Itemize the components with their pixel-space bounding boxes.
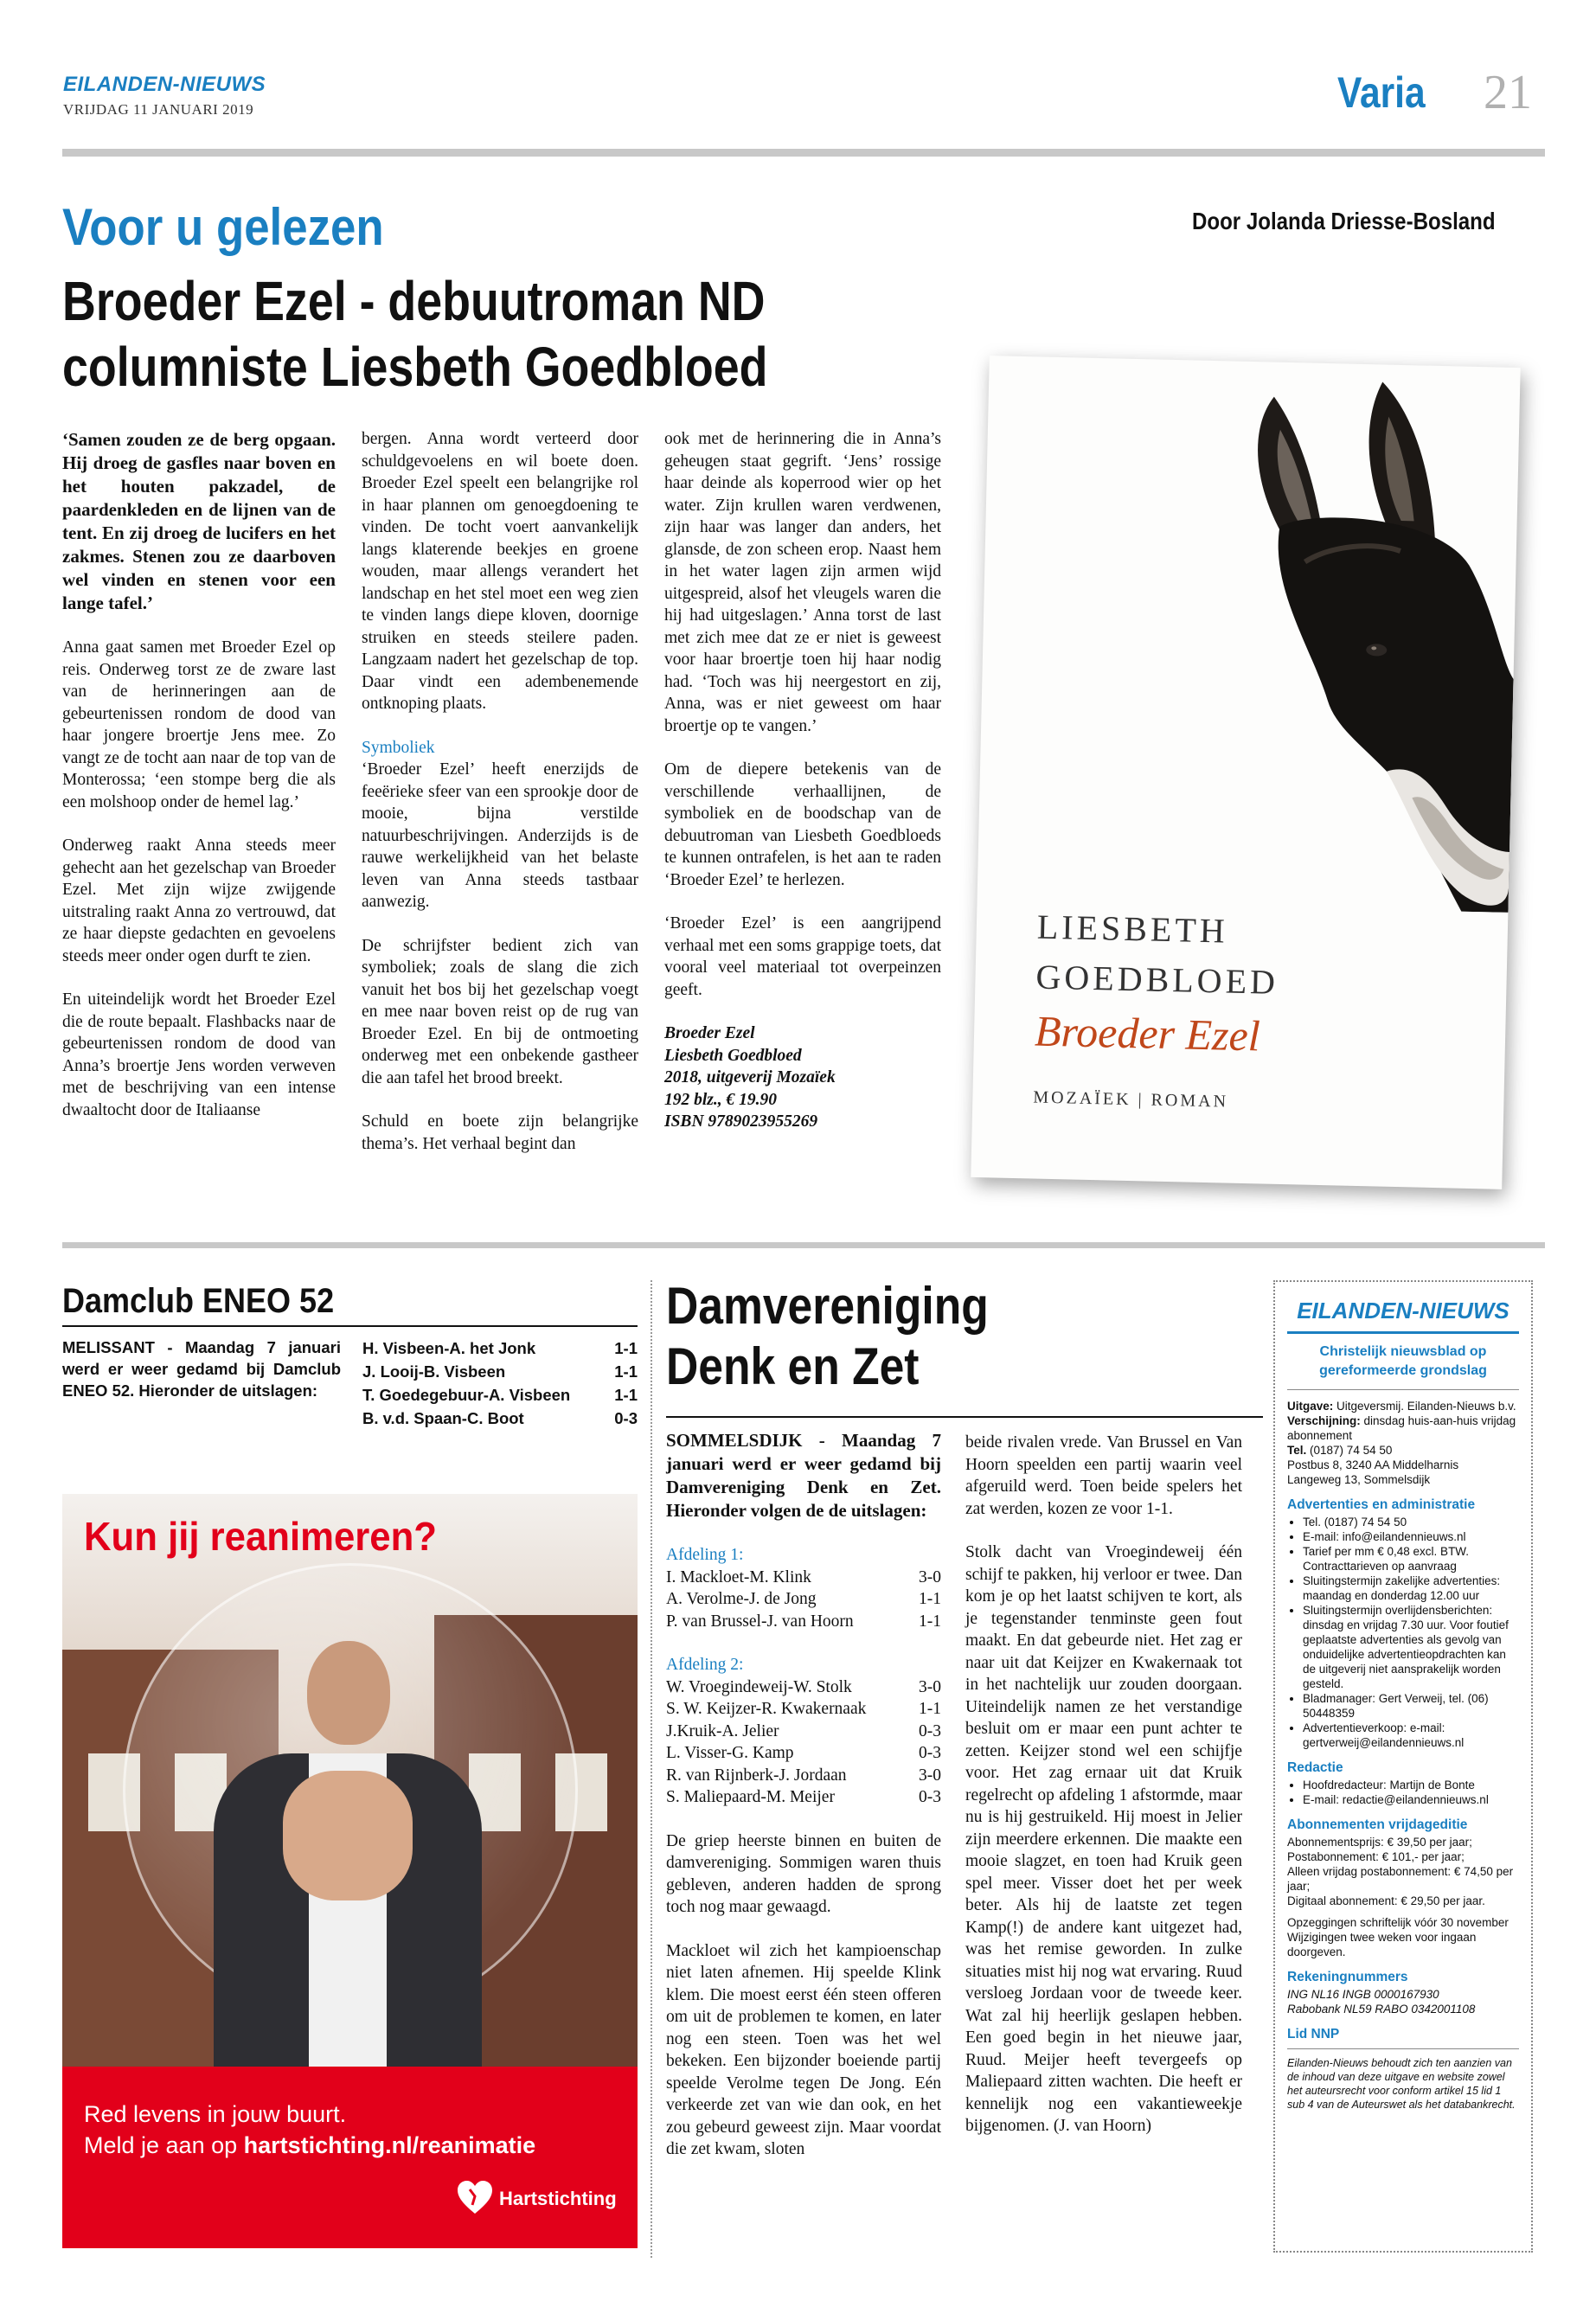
article-paragraph: ‘Broeder Ezel’ is een aangrijpend verhaal met een soms grappige toets, dat vooral veel materiaal tot overpeinzen geeft. [664,914,941,999]
rek-line: ING NL16 INGB 0000167930 [1287,1988,1439,2001]
donkey-illustration [977,356,1521,913]
result-row [666,1676,941,1699]
result-score: 1-1 [614,1386,638,1404]
abonnementen-heading: Abonnementen vrijdageditie [1287,1817,1468,1832]
result-row [362,1336,638,1360]
cover-author-line-2: GOEDBLOED [1035,957,1279,1002]
book-cover [971,356,1520,1189]
book-isbn: ISBN 9789023955269 [664,1112,818,1131]
article-headline [62,268,767,400]
damclub-intro: MELISSANT - Maandag 7 januari werd er weer gedamd bij Damclub ENEO 52. Hieronder de uitslagen: [62,1338,341,1400]
result-match: L. Visser-G. Kamp [666,1744,794,1762]
list-item: • E-mail: info@eilandennieuws.nl [1303,1529,1519,1544]
redactie-heading: Redactie [1287,1760,1343,1775]
uitgave-label: Uitgave: [1287,1400,1334,1413]
result-match: R. van Rijnberk-J. Jordaan [666,1766,847,1785]
colophon-box [1273,1280,1533,2253]
result-score: 3-0 [919,1567,941,1586]
ad-banner [62,1494,638,2248]
result-row [666,1698,941,1721]
colophon-divider [1287,2048,1519,2049]
ad-line-1: Red levens in jouw buurt. [84,2101,347,2127]
article-paragraph: ‘Broeder Ezel’ heeft enerzijds de feeërieke sfeer van een sprookje door de mooie, bijna verstilde natuurbeschrijvingen. Anderzijds is de rauwe werkelijkheid van het belaste leven van Anna steeds tastbaar aanwezig. [362,760,638,911]
afdeling-1-table [666,1567,941,1633]
ad-person-hands [283,1771,413,1900]
denkenzet-title-line-1: Damvereniging [666,1277,989,1335]
result-match: A. Verolme-J. de Jong [666,1590,817,1608]
result-row [362,1383,638,1407]
article-column-3 [664,428,941,1133]
result-score: 0-3 [614,1409,638,1427]
book-author: Liesbeth Goedbloed [664,1046,802,1065]
masthead-date: VRIJDAG 11 JANUARI 2019 [63,101,254,118]
cover-author-line-1: LIESBETH [1036,907,1229,951]
article-paragraph: Mackloet wil zich het kampioenschap niet laten afnemen. Hij speelde Klink klem. Die moest eerst één steen offeren om uit de problemen te komen, en later nog een steen. Toen was het wel bekeken. Een bijzonder boeiende partij speelde Verolme tegen De Jong. Eén verkeerde zet van wie dan ook, en het zou gebeurd geweest zijn. Maar voordat die zet kwam, sloten [666,1941,941,2158]
colophon-divider [1287,1389,1519,1390]
colophon-tagline [1287,1343,1519,1381]
denkenzet-title-line-2: Denk en Zet [666,1337,920,1395]
ad-person-head [307,1641,390,1745]
damclub-rule [62,1325,638,1327]
damclub-title: Damclub ENEO 52 [62,1282,335,1320]
article-kicker: Voor u gelezen [62,198,384,256]
book-info [664,1022,941,1133]
result-row [666,1742,941,1765]
result-match: H. Visbeen-A. het Jonk [362,1339,536,1357]
list-item: • Tarief per mm € 0,48 excl. BTW. Contracttarieven op aanvraag [1303,1544,1519,1574]
advertenties-heading: Advertenties en administratie [1287,1497,1476,1512]
section-title: Varia [1337,68,1426,117]
disclaimer: Eilanden-Nieuws behoudt zich ten aanzien van de inhoud van deze uitgave en website zowel het auteursrecht voor conform artikel 15 lid 1 sub 4 van de Auteurswet als het databankrecht. [1287,2057,1516,2111]
verschijning-label: Verschijning: [1287,1414,1361,1427]
afdeling-2-table [666,1676,941,1809]
article-paragraph: Stolk dacht van Vroegindeweij één schijf te pakken, hij verloor er twee. Dan kom je op het laatst schijven te kort, als je tegenstander tenminste geen fout maakt. En dat gebeurde niet. Het zag er naar uit dat Keijzer en Kwakernaak tot in het nachtelijk uur zouden doorgaan. Uiteindelijk namen ze het verstandige besluit om er maar een punt achter te zetten. Keijzer stond wel een schijfje voor. Het zag ernaar uit dat Kruik regelrecht op afdeling 1 afstormde, maar nu is hij gestruikeld. Hij moest in Jelier zijn meerdere erkennen. Die maakte een mooie slagzet, en toen had Kruik geen spel meer. Visser doet het per week beter. Als hij de laatste zet tegen Kamp(!) de andere kant uitgezet had, was het remise geworden. In zulke situaties mist hij nog wat ervaring. Ruud versloeg Jordaan voor de tweede keer. Wat zal hij heerlijk geslapen hebben. Een goed begin in het nieuwe jaar, Ruud. Meijer heeft tevergeefs op Maliepaard zitten wachten. Die heeft er kennelijk nog een vakantieweekje bijgenomen. (J. van Hoorn) [965,1543,1242,2135]
article-paragraph: En uiteindelijk wordt het Broeder Ezel die de route bepaalt. Flashbacks naar de gebeurtenissen rondom de dood van Anna’s broertje Jens worden verweven met de beschrijving van een intense dwaaltocht door de Italiaanse [62,990,336,1119]
abon-line: Alleen vrijdag postabonnement: € 74,50 per jaar; [1287,1865,1514,1893]
ad-headline: Kun jij reanimeren? [84,1514,437,1559]
headline-line-2: columniste Liesbeth Goedbloed [62,336,768,398]
ad-line-2-prefix: Meld je aan op [84,2132,244,2158]
tel-value: (0187) 74 54 50 [1310,1444,1393,1457]
article-subhead: Symboliek [362,738,435,757]
article-column-1 [62,428,336,1121]
abon-line: Digitaal abonnement: € 29,50 per jaar. [1287,1894,1485,1907]
result-match: S. W. Keijzer-R. Kwakernaak [666,1700,867,1718]
section-rule [62,1242,1545,1248]
article-paragraph: beide rivalen vrede. Van Brussel en Van Hoorn speelden een partij waarin veel afgeruild werd. Toen beide spelers het zat werden, kozen ze voor 1-1. [965,1433,1242,1518]
result-row [666,1721,941,1743]
ad-link[interactable]: hartstichting.nl/reanimatie [243,2132,536,2158]
list-item: • Hoofdredacteur: Martijn de Bonte [1303,1778,1519,1792]
afdeling-1-label: Afdeling 1: [666,1546,744,1564]
article-byline: Door Jolanda Driesse-Bosland [1192,208,1496,234]
book-price: 192 blz., € 19.90 [664,1090,778,1109]
opzeggen: Opzeggingen schriftelijk vóór 30 november Wijzigingen twee weken voor ingaan doorgeven. [1287,1916,1509,1958]
afdeling-2-label: Afdeling 2: [666,1656,744,1674]
colophon-body [1287,1399,1519,2112]
verschijning-value: dinsdag huis-aan-huis vrijdag abonnement [1287,1414,1516,1442]
cover-publisher: MOZAÏEK | ROMAN [1033,1087,1229,1112]
article-paragraph: De griep heerste binnen en buiten de damvereniging. Sommigen waren thuis gebleven, anderen hadden de sprong toch nog maar gewaagd. [666,1831,941,1916]
tagline-line-1: Christelijk nieuwsblad op [1319,1344,1487,1359]
nnp-heading: Lid NNP [1287,2027,1340,2041]
denkenzet-title [666,1276,989,1397]
ad-brand: Hartstichting [499,2188,617,2209]
denkenzet-column-2 [965,1432,1242,2138]
result-match: T. Goedegebuur-A. Visbeen [362,1386,571,1404]
denkenzet-column-1 [666,1429,941,2161]
tel-label: Tel. [1287,1444,1307,1457]
colophon-logo-rule [1287,1331,1519,1334]
abon-line: Abonnementsprijs: € 39,50 per jaar; [1287,1836,1472,1849]
article-paragraph: bergen. Anna wordt verteerd door schuldgevoelens en wil boete doen. Broeder Ezel speelt een belangrijke rol in haar plannen om genoegdoening te vinden. De tocht voert aanvankelijk langs klaterende beekjes en groene wouden, maar allengs verandert het landschap en het stel moet een weg zien te vinden langs diepe kloven, doornige struiken en steeds steilere paden. Langzaam nadert het gezelschap de top. Daar vindt een adembenemende ontknoping plaats. [362,430,638,713]
result-score: 1-1 [919,1590,941,1608]
cover-author [1035,902,1280,1008]
result-score: 3-0 [919,1766,941,1785]
abon-line: Postabonnement: € 101,- per jaar; [1287,1850,1465,1863]
masthead-logo: EILANDEN-NIEUWS [63,73,266,96]
result-row [666,1567,941,1589]
book-publisher: 2018, uitgeverij Mozaïek [664,1068,836,1086]
ad-line-2 [84,2132,535,2159]
result-score: 0-3 [919,1744,941,1762]
result-match: B. v.d. Spaan-C. Boot [362,1409,524,1427]
postbus: Postbus 8, 3240 AA Middelharnis [1287,1458,1459,1471]
masthead-rule [62,149,1545,157]
result-match: P. van Brussel-J. van Hoorn [666,1612,854,1631]
tagline-line-2: gereformeerde grondslag [1319,1363,1487,1378]
result-score: 1-1 [919,1700,941,1718]
article-paragraph: Schuld en boete zijn belangrijke thema’s. Het verhaal begint dan [362,1112,638,1153]
rek-line: Rabobank NL59 RABO 0342001108 [1287,2003,1476,2016]
result-row [362,1360,638,1383]
denkenzet-rule [666,1416,1263,1418]
cover-title: Broeder Ezel [1034,1006,1261,1061]
list-item: • Sluitingstermijn overlijdensberichten: dinsdag en vrijdag 7.30 uur. Voor foutief geplaatste advertenties als gevolg van onduidelijke advertentieopdrachten kan de uitgeverij niet aansprakelijk worden gesteld. [1303,1603,1519,1691]
damclub-results-table [362,1336,638,1430]
list-item: • Sluitingstermijn zakelijke advertenties: maandag en donderdag 12.00 uur [1303,1574,1519,1603]
page-number: 21 [1484,66,1532,119]
list-item: • Advertentieverkoop: e-mail: gertverweij@eilandennieuws.nl [1303,1721,1519,1750]
heart-icon-svg [456,2179,494,2217]
article-paragraph: De schrijfster bedient zich van symboliek; zoals de slang die zich vanuit het bos bij het gezelschap voegt en mee naar boven reist op de rug van Broeder Ezel. En bij de ontmoeting onderweg met een onbekende gastheer die aan tafel het brood breekt. [362,936,638,1087]
advertenties-list [1287,1515,1519,1750]
colophon-logo: EILANDEN-NIEUWS [1297,1298,1509,1324]
book-title: Broeder Ezel [664,1024,755,1042]
adres: Langeweg 13, Sommelsdijk [1287,1473,1431,1486]
article-paragraph: Anna gaat samen met Broeder Ezel op reis. Onderweg torst ze de zware last van de herinneringen aan de gebeurtenissen rondom de dood van haar jongere broertje Jens mee. Zo vangt ze de tocht aan naar de top van de Monterossa; ‘een stompe berg die als een molshoop onder de hemel lag.’ [62,638,336,811]
result-score: 3-0 [919,1677,941,1696]
list-item: • E-mail: redactie@eilandennieuws.nl [1303,1792,1519,1807]
list-item: • Tel. (0187) 74 54 50 [1303,1515,1519,1529]
damclub-results [362,1336,638,1430]
result-row [666,1786,941,1809]
result-match: S. Maliepaard-M. Meijer [666,1788,835,1806]
result-score: 1-1 [614,1339,638,1357]
redactie-list [1287,1778,1519,1807]
result-row [362,1407,638,1430]
uitgave-value: Uitgeversmij. Eilanden-Nieuws b.v. [1336,1400,1516,1413]
article-lead: ‘Samen zouden ze de berg opgaan. Hij droeg de gasfles naar boven en het houten pakzadel, de paardenkleden en de lijnen van de tent. En zij droeg de lucifers en het zakmes. Stenen zou ze daarboven wel vinden en stenen voor een lange tafel.’ [62,429,336,613]
ad-footer [62,2067,638,2248]
result-match: J. Looij-B. Visbeen [362,1362,506,1381]
column-divider [651,1280,652,2258]
result-score: 0-3 [919,1721,941,1740]
article-paragraph: Onderweg raakt Anna steeds meer gehecht aan het gezelschap van Broeder Ezel. Met zijn wijze zwijgende uitstraling raakt Anna zo vertrouwd, dat ze haar diepste gedachten en gevoelens steeds meer onder ogen durft te zien. [62,836,336,965]
denkenzet-lead: SOMMELSDIJK - Maandag 7 januari werd er weer gedamd bij Damvereniging Denk en Zet. Hieronder volgen de de uitslagen: [666,1430,941,1521]
list-item: • Bladmanager: Gert Verweij, tel. (06) 50448359 [1303,1691,1519,1721]
article-column-2 [362,428,638,1155]
rekeningnummers-heading: Rekeningnummers [1287,1970,1408,1984]
result-score: 0-3 [919,1788,941,1806]
article-paragraph: Om de diepere betekenis van de verschillende verhaallijnen, de symboliek en de boodschap van de debuutroman van Liesbeth Goedbloeds te kunnen ontrafelen, is het aan te raden ‘Broeder Ezel’ te herlezen. [664,760,941,889]
article-paragraph: ook met de herinnering die in Anna’s geheugen staat gegrift. ‘Jens’ rossige haar deinde als koperrood wier op het water. Zijn krullen waren verdwenen, zijn haar was langer dan anders, het glansde, de zon scheen erop. Naast hem in het water lagen zijn armen wijd uitgespreid, alsof het vleugels waren die hij had uitgeslagen.’ Anna torst de last met zich mee dat ze er niet is geweest voor haar broertje toen hij haar nodig had. ‘Toch was hij neergestort en zij, Anna, was er niet geweest om haar broertje op te vangen.’ [664,430,941,735]
result-match: W. Vroegindeweij-W. Stolk [666,1677,852,1696]
result-row [666,1765,941,1787]
result-score: 1-1 [614,1362,638,1381]
result-row [666,1611,941,1633]
heart-icon [456,2179,494,2217]
result-score: 1-1 [919,1612,941,1631]
result-match: J.Kruik-A. Jelier [666,1721,779,1740]
result-match: I. Mackloet-M. Klink [666,1567,811,1586]
headline-line-1: Broeder Ezel - debuutroman ND [62,270,766,332]
result-row [666,1588,941,1611]
